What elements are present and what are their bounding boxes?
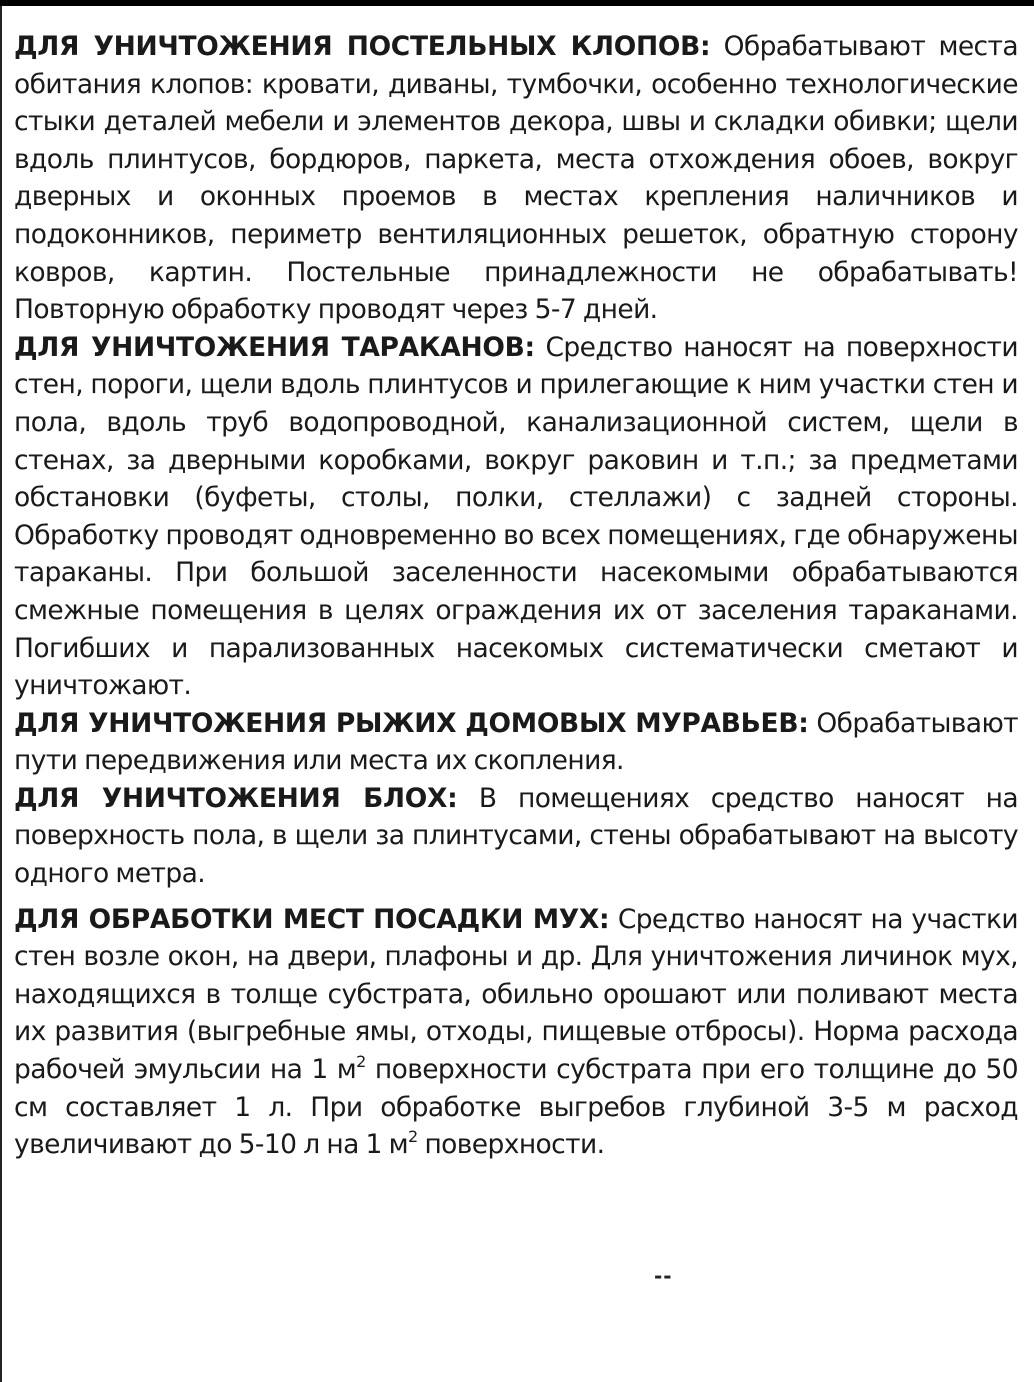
section-cockroaches bbox=[14, 329, 1018, 705]
section-body: поверхности субстрата при его толщине до 50 см составляет 1 л. При обработке выгребов глубиной 3-5 м расход увеличивают до 5-10 л на 1 м bbox=[14, 1054, 1018, 1161]
section-body: Обрабатывают пути передвижения или места их скопления. bbox=[14, 707, 1018, 777]
instructions-text bbox=[14, 28, 1018, 1164]
section-bed-bugs bbox=[14, 28, 1018, 329]
section-flies bbox=[14, 901, 1018, 1164]
superscript-two: 2 bbox=[356, 1052, 366, 1072]
section-body: поверхности. bbox=[417, 1129, 605, 1161]
section-body: Обрабатывают места обитания клопов: кровати, диваны, тумбочки, особенно технологические стыки деталей мебели и элементов декора, швы и складки обивки; щели вдоль плинтусов, бордюров, паркета, места отхождения обоев, вокруг дверных и оконных проемов в местах крепления наличников и подоконников, периметр вентиляционных решеток, обратную сторону ковров, картин. Постельные принадлежности не обрабатывать! Повторную обработку проводят через 5-7 дней. bbox=[14, 31, 1019, 326]
section-heading: ДЛЯ УНИЧТОЖЕНИЯ БЛОХ: bbox=[14, 782, 458, 814]
document-page bbox=[0, 6, 1034, 1382]
trailing-marks: -- bbox=[654, 1264, 673, 1288]
section-ants bbox=[14, 705, 1018, 780]
superscript-two: 2 bbox=[408, 1127, 418, 1147]
section-body: Средство наносят на участки стен возле окон, на двери, плафоны и др. Для уничтожения личинок мух, находящихся в толще субстрата, обильно орошают или поливают места их развития (выгребные ямы, отходы, пищевые отбросы). Норма расхода рабочей эмульсии на 1 м bbox=[14, 903, 1018, 1086]
section-body: Средство наносят на поверхности стен, пороги, щели вдоль плинтусов и прилегающие к ним участки стен и пола, вдоль труб водопроводной, канализационной систем, щели в стенах, за дверными коробками, вокруг раковин и т.п.; за предметами обстановки (буфеты, столы, полки, стеллажи) с задней стороны. Обработку проводят одновременно во всех помещениях, где обнаружены тараканы. При большой заселенности насекомыми обрабатываются смежные помещения в целях ограждения их от заселения тараканами. Погибших и парализованных насекомых систематически сметают и уничтожают. bbox=[14, 331, 1019, 702]
section-body: В помещениях средство наносят на поверхность пола, в щели за плинтусами, стены обрабатывают на высоту одного метра. bbox=[14, 782, 1018, 890]
section-heading: ДЛЯ УНИЧТОЖЕНИЯ ПОСТЕЛЬНЫХ КЛОПОВ: bbox=[14, 31, 711, 62]
section-heading: ДЛЯ УНИЧТОЖЕНИЯ ТАРАКАНОВ: bbox=[14, 331, 535, 363]
section-heading: ДЛЯ УНИЧТОЖЕНИЯ РЫЖИХ ДОМОВЫХ МУРАВЬЕВ: bbox=[14, 707, 809, 739]
section-heading: ДЛЯ ОБРАБОТКИ МЕСТ ПОСАДКИ МУХ: bbox=[14, 903, 610, 935]
section-fleas bbox=[14, 780, 1018, 893]
